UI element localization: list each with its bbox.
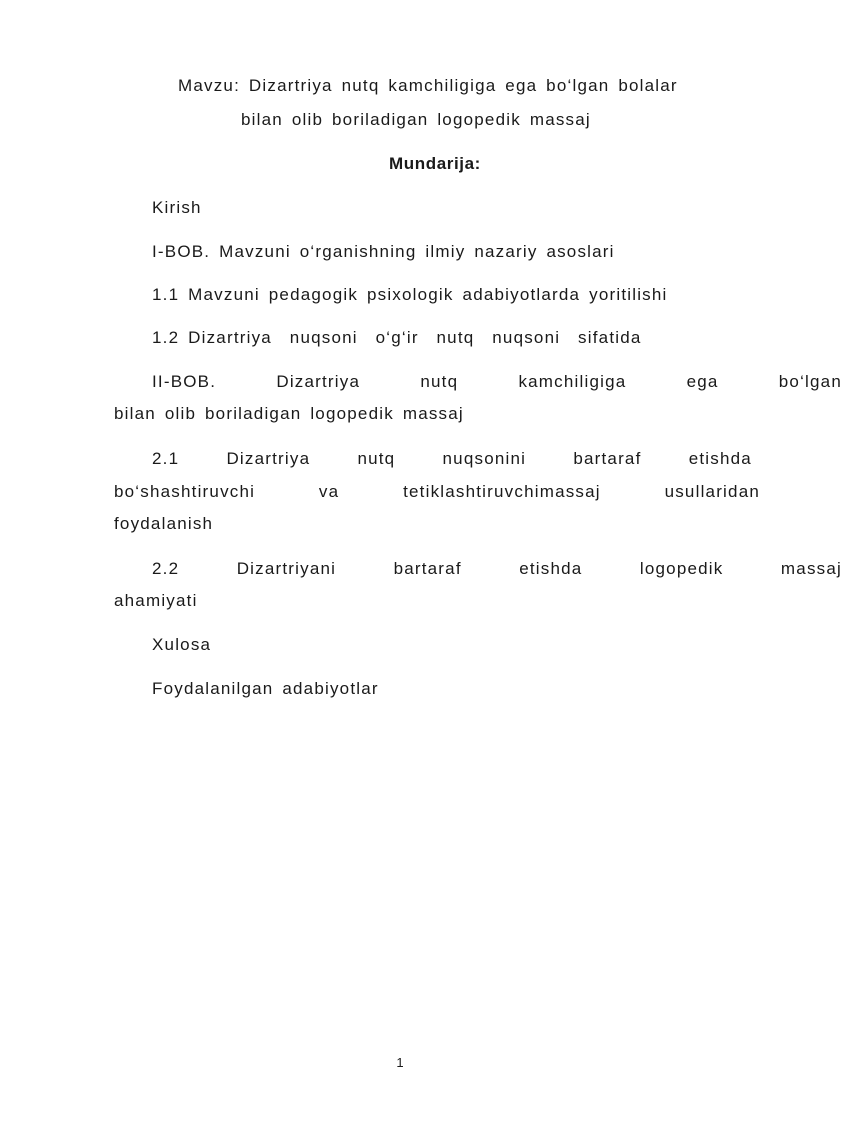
toc-section-2-2-line-1	[152, 559, 842, 579]
toc-section-2-2-line-2: ahamiyati	[114, 591, 198, 610]
word: 2.2	[152, 559, 180, 578]
word: 2.1	[152, 449, 180, 468]
word: tetiklashtiruvchimassaj	[403, 482, 601, 501]
word: massaj	[780, 559, 842, 578]
toc-intro: Kirish	[152, 198, 202, 217]
title-line-2: bilan olib boriladigan logopedik massaj	[241, 110, 591, 129]
word: logopedik	[639, 559, 724, 578]
toc-references: Foydalanilgan adabiyotlar	[152, 679, 379, 698]
word: va	[318, 482, 340, 501]
toc-section-2-1-line-1	[152, 449, 752, 469]
word: nuqsonini	[442, 449, 527, 468]
word: nutq	[420, 372, 459, 391]
word: bo‘lgan	[778, 372, 842, 391]
toc-section-1-1: 1.1 Mavzuni pedagogik psixologik adabiyotlarda yoritilishi	[152, 285, 668, 304]
word: II-BOB.	[152, 372, 217, 391]
word: etishda	[519, 559, 583, 578]
word: bartaraf	[573, 449, 642, 468]
word: usullaridan	[664, 482, 760, 501]
word: ega	[686, 372, 719, 391]
toc-section-1-2: 1.2 Dizartriya nuqsoni o‘g‘ir nutq nuqsoni sifatida	[152, 328, 642, 347]
word: nutq	[357, 449, 396, 468]
word: bo‘shashtiruvchi	[114, 482, 256, 501]
toc-section-2-1-line-3: foydalanish	[114, 514, 214, 533]
word: bartaraf	[393, 559, 462, 578]
toc-heading: Mundarija:	[389, 154, 481, 173]
word: Dizartriya	[276, 372, 361, 391]
toc-conclusion: Xulosa	[152, 635, 212, 654]
word: etishda	[688, 449, 752, 468]
page-number: 1	[396, 1055, 404, 1070]
toc-chapter-2-line-1	[152, 372, 842, 392]
word: kamchiligiga	[518, 372, 627, 391]
word: Dizartriyani	[236, 559, 337, 578]
word: Dizartriya	[226, 449, 311, 468]
toc-chapter-1: I-BOB. Mavzuni o‘rganishning ilmiy nazariy asoslari	[152, 242, 615, 261]
title-line-1: Mavzu: Dizartriya nutq kamchiligiga ega bo‘lgan bolalar	[178, 76, 678, 95]
toc-section-2-1-line-2	[114, 482, 760, 502]
toc-chapter-2-line-2: bilan olib boriladigan logopedik massaj	[114, 404, 464, 423]
